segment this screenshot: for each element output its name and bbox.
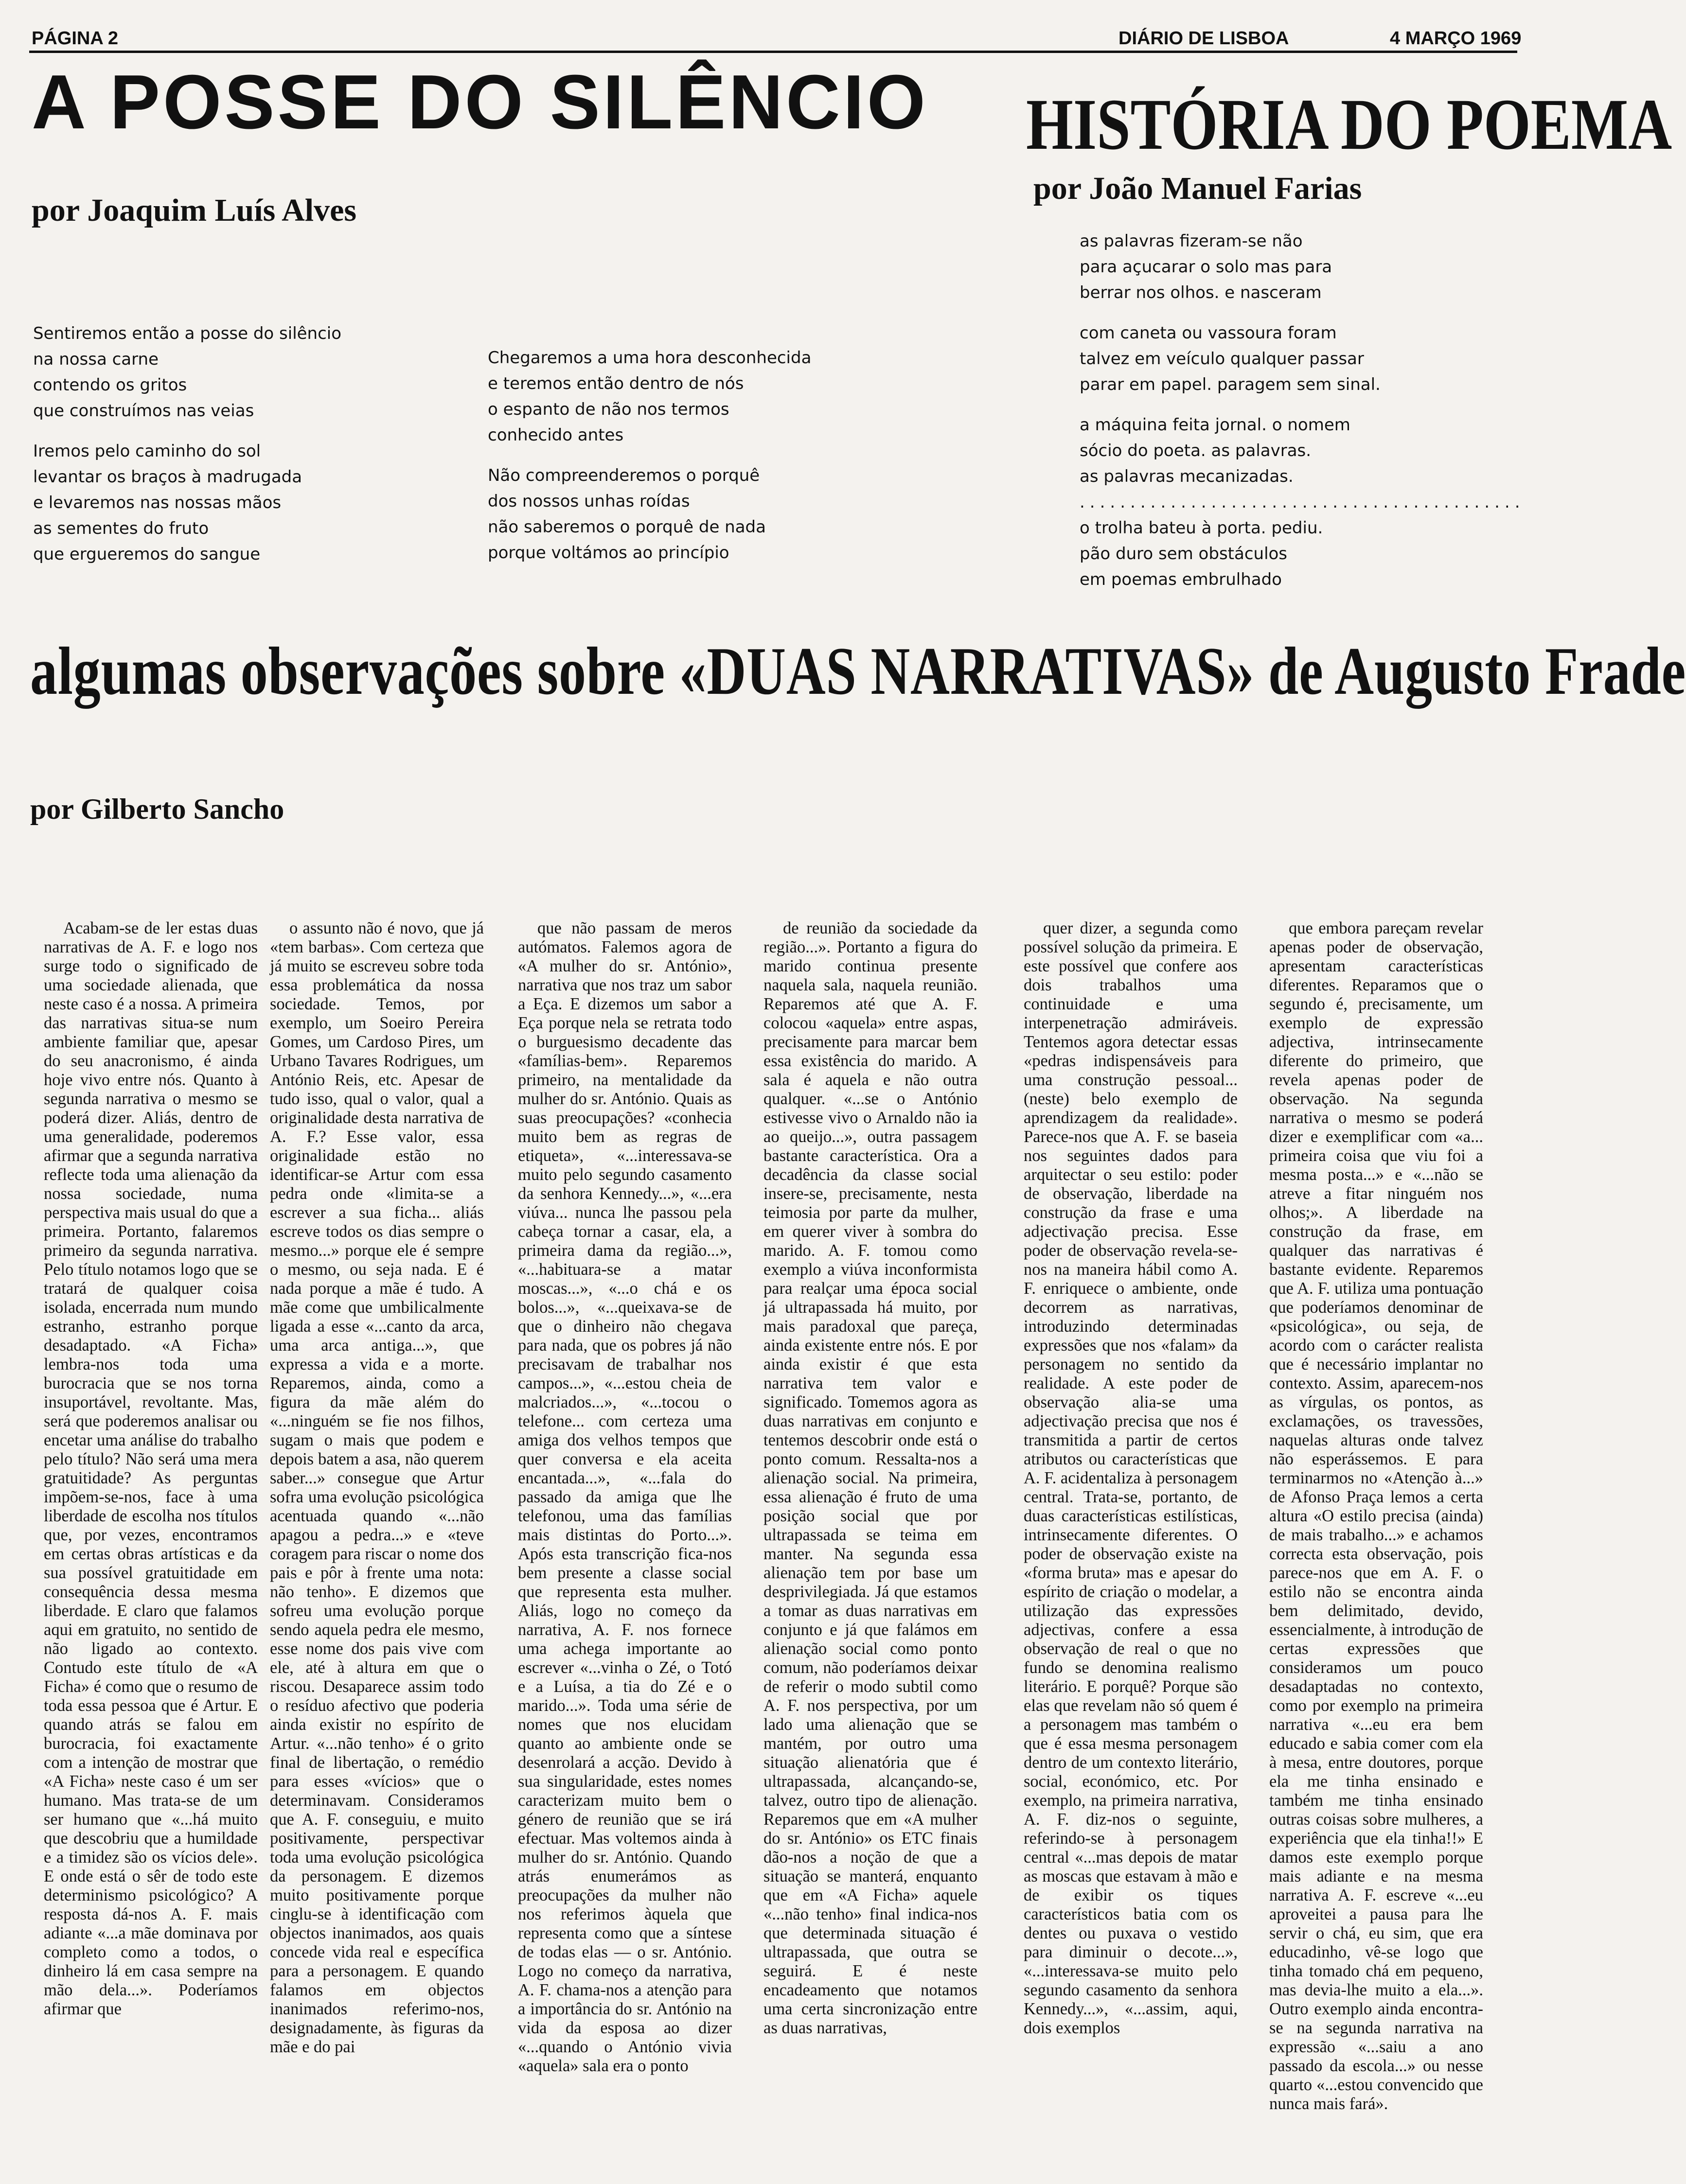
poem1-title: A POSSE DO SILÊNCIO: [32, 59, 928, 145]
poem-line: conhecido antes: [488, 425, 624, 445]
column-text: que embora pareçam revelar apenas poder de observação, apresentam características diferentes. Reparamos que o segundo é, precisamente, um exemplo de expressão adjectiva, intrinsecamente diferente do primeiro, que revela apenas poder de observação. Na segunda narrativa o mesmo se poderá dizer e exemplificar com «a... primeira coisa que viu foi a mesma posta...» e «...não se atreve a fitar ninguém nos olhos;». A liberdade na construção da frase, em qualquer das narrativas é bastante evidente. Reparemos que A. F. utiliza uma pontuação que poderíamos denominar de «psicológica», ou seja, de acordo com o carácter realista que é necessário implantar no contexto. Assim, aparecem-nos as vírgulas, os pontos, as exclamações, os travessões, naquelas alturas onde talvez não esperássemos. E para terminarmos no «Atenção à...» de Afonso Praça lemos a certa altura «O estilo precisa (ainda) de mais trabalho...» e achamos correcta esta observação, pois parece-nos que em A. F. o estilo não se encontra ainda bem delimitado, devido, essencialmente, à introdução de certas expressões que consideramos um pouco desadaptadas no contexto, como por exemplo na primeira narrativa «...eu era bem educado e sabia comer com ela à mesa, entre doutores, porque ela me tinha ensinado e também me tinha ensinado outras coisas sobre mulheres, a experiência que ela tinha!!» E damos este exemplo porque mais adiante e na mesma narrativa A. F. escreve «...eu aproveitei a pausa para lhe servir o chá, eu sim, que era educadinho, vê-se logo que tinha tomado chá em pequeno, mas devia-lhe muito a ela...». Outro exemplo ainda encontra-se na segunda narrativa na expressão «...saiu a ano passado da escola...» ou nesse quarto «...estou convencido que nunca mais fará».: [1269, 919, 1483, 2113]
header-rule: [29, 51, 1517, 53]
ellipsis-separator: ............................................: [1080, 493, 1525, 512]
article-title: algumas observações sobre «DUAS NARRATIVAS» de Augusto Frade: [30, 634, 1686, 709]
newspaper-name: DIÁRIO DE LISBOA: [1118, 28, 1289, 49]
stanza-gap: [1080, 398, 1525, 412]
poem-line: para açucarar o solo mas para: [1080, 257, 1332, 277]
poem-line: as palavras fizeram-se não: [1080, 231, 1303, 251]
poem-line: pão duro sem obstáculos: [1080, 544, 1288, 564]
page-number: PÁGINA 2: [32, 28, 119, 49]
poem-line: levantar os braços à madrugada: [33, 467, 302, 487]
poem-line: dos nossos unhas roídas: [488, 492, 690, 511]
poem1-stanzas-right: [488, 345, 811, 566]
stanza-gap: [1080, 306, 1525, 320]
poem-line: parar em papel. paragem sem sinal.: [1080, 375, 1381, 394]
poem-line: as palavras mecanizadas.: [1080, 467, 1294, 486]
poem-line: o espanto de não nos termos: [488, 400, 729, 419]
article-author: por Gilberto Sancho: [30, 793, 284, 825]
poem-line: que ergueremos do sangue: [33, 545, 261, 564]
poem-line: berrar nos olhos. e nasceram: [1080, 283, 1322, 302]
article-column-3: [518, 919, 732, 2183]
poem-line: o trolha bateu à porta. pediu.: [1080, 518, 1323, 538]
poem-line: Chegaremos a uma hora desconhecida: [488, 348, 812, 368]
article-column-4: [763, 919, 977, 2183]
column-text: de reunião da sociedade da região...». Portanto a figura do marido continua presente naquela sala, naquela reunião. Reparemos até que A. F. colocou «aquela» entre aspas, precisamente para marcar bem essa existência do marido. A sala é aquela e não outra qualquer. «...se o António estivesse vivo o Arnaldo não ia ao queijo...», outra passagem bastante característica. Ora a decadência da classe social insere-se, precisamente, nesta teimosia por parte da mulher, em querer viver à sombra do marido. A. F. tomou como exemplo a viúva inconformista para realçar uma época social já ultrapassada há muito, por mais paradoxal que pareça, ainda existente entre nós. E por ainda existir é que esta narrativa tem valor e significado. Tomemos agora as duas narrativas em conjunto e tentemos descobrir onde está o ponto comum. Ressalta-nos a alienação social. Na primeira, essa alienação é fruto de uma posição social que por ultrapassada se teima em manter. Na segunda essa alienação tem por base um desprivilegiada. Já que estamos a tomar as duas narrativas em conjunto e já que falámos em alienação social como ponto comum, não poderíamos deixar de referir o modo subtil como A. F. nos perspectiva, por um lado uma alienação que se mantém, por outro uma situação alienatória que é ultrapassada, alcançando-se, talvez, outro tipo de alienação. Reparemos que em «A mulher do sr. António» os ETC finais dão-nos a noção de que a situação se manterá, enquanto que em «A Ficha» aquele «...não tenho» final indica-nos que determinada situação é ultrapassada, que outra se seguirá. E é neste encadeamento que notamos uma certa sincronização entre as duas narrativas,: [763, 919, 977, 2037]
article-column-5: [1024, 919, 1238, 2183]
poem1-author: por Joaquim Luís Alves: [32, 193, 357, 228]
stanza-gap: [33, 424, 341, 439]
poem2-author: por João Manuel Farias: [1033, 171, 1362, 206]
article-column-1: [44, 919, 258, 2183]
poem-line: com caneta ou vassoura foram: [1080, 323, 1337, 343]
column-text: o assunto não é novo, que já «tem barbas». Com certeza que já muito se escreveu sobre toda essa problemática da nossa sociedade. Temos, por exemplo, um Soeiro Pereira Gomes, um Cardoso Pires, um Urbano Tavares Rodrigues, um António Reis, etc. Apesar de tudo isso, qual o valor, qual a originalidade desta narrativa de A. F.? Esse valor, essa originalidade estão no identificar-se Artur com essa pedra onde «limita-se a escrever a sua ficha... aliás escreve todos os dias sempre o mesmo...» porque ele é sempre o mesmo, ou seja nada. E é nada porque a mãe é tudo. A mãe come que umbilicalmente ligada a esse «...canto da arca, uma arca antiga...», que expressa a vida e a morte. Reparemos, ainda, como a figura da mãe além do «...ninguém se fie nos filhos, sugam o mais que podem e depois batem a asa, não querem saber...» consegue que Artur sofra uma evolução psicológica acentuada quando «...não apagou a pedra...» e «teve coragem para riscar o nome dos pais e pôr à frente uma nota: não tenho». E dizemos que sofreu uma evolução porque sendo aquela pedra ele mesmo, esse nome dos pais vive com ele, até à altura em que o riscou. Desaparece assim todo o resíduo afectivo que poderia ainda existir no espírito de Artur. «...não tenho» é o grito final de libertação, o remédio para esses «vícios» que o determinavam. Consideramos que A. F. conseguiu, e muito positivamente, perspectivar toda uma evolução psicológica da personagem. E dizemos muito positivamente porque cinglu-se à identificação com objectos inanimados, aos quais concede vida real e específica para a personagem. E quando falamos em objectos inanimados referimo-nos, designadamente, às figuras da mãe e do pai: [270, 919, 484, 2056]
poem-line: porque voltámos ao princípio: [488, 543, 729, 563]
poem-line: as sementes do fruto: [33, 519, 209, 538]
poem-line: que construímos nas veias: [33, 401, 254, 421]
poem-line: e teremos então dentro de nós: [488, 374, 744, 393]
poem-line: contendo os gritos: [33, 375, 187, 395]
poem1-stanzas-left: [33, 321, 341, 567]
poem-line: em poemas embrulhado: [1080, 570, 1282, 589]
stanza-gap: [488, 448, 811, 463]
article-column-2: [270, 919, 484, 2183]
poem-line: a máquina feita jornal. o nomem: [1080, 415, 1350, 435]
poem-line: Sentiremos então a posse do silêncio: [33, 324, 342, 343]
poem-line: sócio do poeta. as palavras.: [1080, 441, 1312, 460]
poem2-title: HISTÓRIA DO POEMA: [1026, 84, 1672, 165]
column-text: que não passam de meros autómatos. Falemos agora de «A mulher do sr. António», narrativa que nos traz um sabor a Eça. E dizemos um sabor a Eça porque nela se retrata todo o burguesismo decadente das «famílias-bem». Reparemos primeiro, na mentalidade da mulher do sr. António. Quais as suas preocupações? «conhecia muito bem as regras de etiqueta», «...interessava-se muito pelo segundo casamento da senhora Kennedy...», «...era viúva... nunca lhe passou pela cabeça tornar a casar, ela, a primeira dama da região...», «...habituara-se a matar moscas...», «...o chá e os bolos...», «...queixava-se de que o dinheiro não chegava para nada, que os pobres já não precisavam de trabalhar nos campos...», «...estou cheia de malcriados...», «...tocou o telefone... com certeza uma amiga dos velhos tempos que quer conversa e ela aceita encantada...», «...fala do passado da amiga que lhe telefonou, uma das famílias mais distintas do Porto...». Após esta transcrição fica-nos bem presente a classe social que representa esta mulher. Aliás, logo no começo da narrativa, A. F. nos fornece uma achega importante ao escrever «...vinha o Zé, o Totó e a Luísa, a tia do Zé e o marido...». Toda uma série de nomes que nos elucidam quanto ao ambiente onde se desenrolará a acção. Devido à sua singularidade, estes nomes caracterizam muito bem o género de reunião que se irá efectuar. Mas voltemos ainda à mulher do sr. António. Quando atrás enumerámos as preocupações da mulher não nos referimos àquela que representa como que a síntese de todas elas — o sr. António. Logo no começo da narrativa, A. F. chama-nos a atenção para a importância do sr. António na vida da esposa ao dizer «...quando o António vivia «aquela» sala era o ponto: [518, 919, 732, 2075]
poem-line: na nossa carne: [33, 350, 159, 369]
poem2-stanzas: [1080, 229, 1525, 593]
issue-date: 4 MARÇO 1969: [1390, 28, 1522, 49]
column-text: Acabam-se de ler estas duas narrativas de A. F. e logo nos surge todo o significado de uma sociedade alienada, que neste caso é a nossa. A primeira das narrativas situa-se num ambiente familiar que, apesar do seu anacronismo, é ainda hoje vivo entre nós. Quanto à segunda narrativa o mesmo se poderá dizer. Aliás, dentro de uma generalidade, poderemos afirmar que a segunda narrativa reflecte toda uma alienação da nossa sociedade, numa perspectiva mais usual do que a primeira. Portanto, falaremos primeiro da segunda narrativa. Pelo título notamos logo que se tratará de qualquer coisa isolada, encerrada num mundo estranho, estranho porque desadaptado. «A Ficha» lembra-nos toda uma burocracia que se nos torna insuportável, revoltante. Mas, será que poderemos analisar ou encetar uma análise do trabalho pelo título? Não será uma mera gratuitidade? As perguntas impõem-se-nos, face à uma liberdade de escolha nos títulos que, por vezes, encontramos em certas obras artísticas e da sua possível gratuitidade em consequência dessa mesma liberdade. E claro que falamos aqui em gratuito, no sentido de não ligado ao contexto. Contudo este título de «A Ficha» é como que o resumo de toda essa pessoa que é Artur. E quando atrás se falou em burocracia, foi exactamente com a intenção de mostrar que «A Ficha» neste caso é um ser humano. Mas trata-se de um ser humano que «...há muito que descobriu que a humildade e a timidez são os vícios dele». E onde está o sêr de todo este determinismo psicológico? A resposta dá-nos A. F. mais adiante «...a mãe dominava por completo como a todos, o dinheiro lá em casa sempre na mão dela...». Poderíamos afirmar que: [44, 919, 258, 2018]
poem-line: Iremos pelo caminho do sol: [33, 441, 261, 461]
poem-line: não saberemos o porquê de nada: [488, 517, 766, 537]
article-column-6: [1269, 919, 1483, 2183]
column-text: quer dizer, a segunda como possível solução da primeira. E este possível que confere aos dois trabalhos uma continuidade e uma interpenetração admiráveis. Tentemos agora detectar essas «pedras indispensáveis para uma construção pessoal... (neste) belo exemplo de aprendizagem da realidade». Parece-nos que A. F. se baseia nos seguintes dados para arquitectar o seu estilo: poder de observação, liberdade na construção da frase e uma adjectivação precisa. Esse poder de observação revela-se-nos na maneira hábil como A. F. enriquece o ambiente, onde decorrem as narrativas, introduzindo determinadas expressões que nos «falam» da personagem no sentido da realidade. A este poder de observação alia-se uma adjectivação precisa que nos é transmitida a partir de certos atributos ou características que A. F. acidentaliza à personagem central. Trata-se, portanto, de duas características estilísticas, intrinsecamente diferentes. O poder de observação existe na «forma bruta» mas e apesar do espírito de criação o modelar, a utilização das expressões adjectivas, confere a essa observação de real o que no fundo se denomina realismo literário. E porquê? Porque são elas que revelam não só quem é a personagem mas também o que é essa mesma personagem dentro de um contexto literário, social, económico, etc. Por exemplo, na primeira narrativa, A. F. diz-nos o seguinte, referindo-se à personagem central «...mas depois de matar as moscas que estavam à mão e de exibir os tiques característicos batia com os dentes ou puxava o vestido para diminuir o decote...», «...interessava-se muito pelo segundo casamento da senhora Kennedy...», «...assim, aqui, dois exemplos: [1024, 919, 1238, 2037]
poem-line: e levaremos nas nossas mãos: [33, 493, 282, 512]
poem-line: Não compreenderemos o porquê: [488, 466, 760, 485]
poem-line: talvez em veículo qualquer passar: [1080, 349, 1364, 369]
